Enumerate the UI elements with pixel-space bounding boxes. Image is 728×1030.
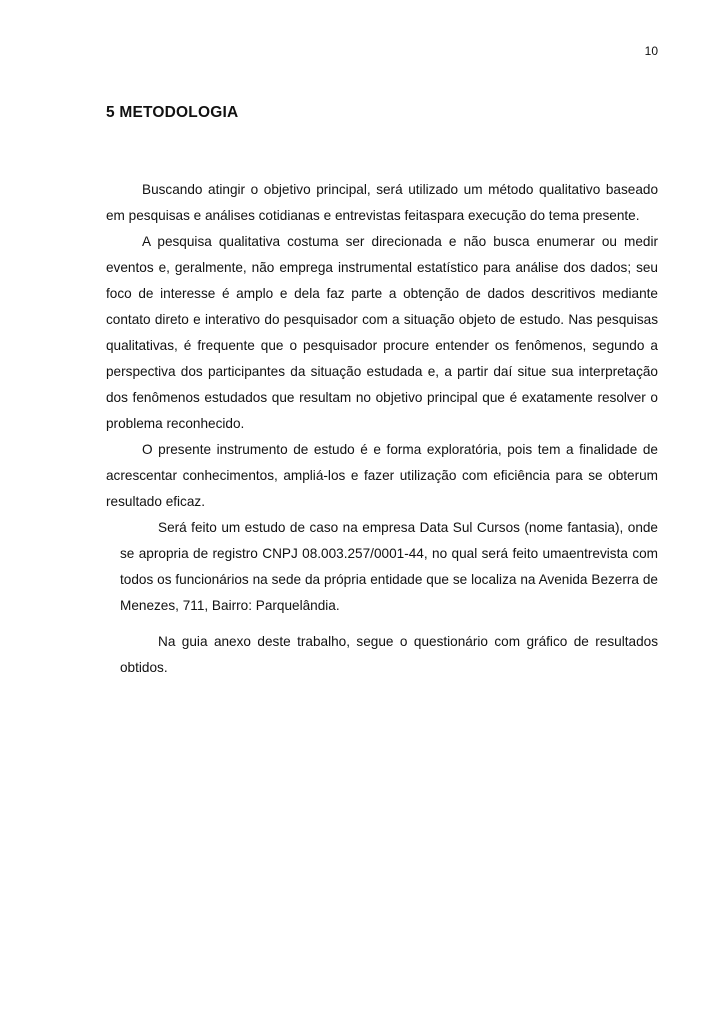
section-title: 5 METODOLOGIA xyxy=(106,104,239,121)
paragraph-case-study: Será feito um estudo de caso na empresa Data Sul Cursos (nome fantasia), onde se apropria de registro CNPJ 08.003.257/0001-44, no qual será feito umaentrevista com todos os funcionários na sede da própria entidade que se localiza na Avenida Bezerra de Menezes, 711, Bairro: Parquelândia. xyxy=(120,520,658,613)
document-body xyxy=(106,177,658,681)
paragraph-objective: Buscando atingir o objetivo principal, será utilizado um método qualitativo baseado em pesquisas e análises cotidianas e entrevistas feitaspara execução do tema presente. xyxy=(106,182,658,223)
paragraph-exploratory-study: O presente instrumento de estudo é e forma exploratória, pois tem a finalidade de acrescentar conhecimentos, ampliá-los e fazer utilização com eficiência para se obterum resultado eficaz. xyxy=(106,442,658,509)
page-number: 10 xyxy=(644,44,658,58)
paragraph-qualitative-research: A pesquisa qualitativa costuma ser direcionada e não busca enumerar ou medir eventos e, geralmente, não emprega instrumental estatístico para análise dos dados; seu foco de interesse é amplo e dela faz parte a obtenção de dados descritivos mediante contato direto e interativo do pesquisador com a situação objeto de estudo. Nas pesquisas qualitativas, é frequente que o pesquisador procure entender os fenômenos, segundo a perspectiva dos participantes da situação estudada e, a partir daí situe sua interpretação dos fenômenos estudados que resultam no objetivo principal que é exatamente resolver o problema reconhecido. xyxy=(106,234,658,431)
paragraph-annex-note: Na guia anexo deste trabalho, segue o questionário com gráfico de resultados obtidos. xyxy=(120,634,658,675)
